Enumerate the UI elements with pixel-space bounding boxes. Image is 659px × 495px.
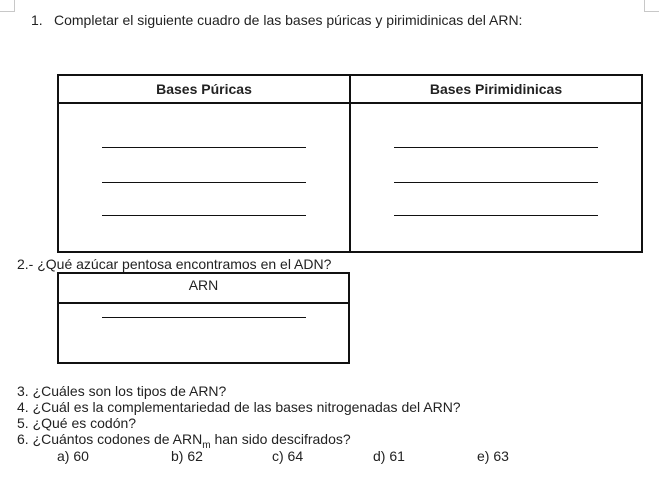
question-5-text: 5. ¿Qué es codón? (17, 415, 137, 431)
option-b[interactable]: b) 62 (171, 448, 203, 464)
question-6-text-before: 6. ¿Cuántos codones de ARN (17, 431, 203, 447)
bases-pirimidinicas-cell (350, 103, 642, 252)
answer-line[interactable] (102, 215, 306, 216)
arn-table (57, 272, 350, 364)
bases-puricas-cell (58, 103, 350, 252)
page-corner-left (0, 0, 15, 12)
bases-table (57, 74, 643, 253)
option-a[interactable]: a) 60 (57, 448, 89, 464)
arn-answer-cell (58, 303, 349, 363)
question-1-number: 1. (31, 12, 43, 28)
header-bases-puricas: Bases Púricas (58, 75, 350, 103)
question-3-text: 3. ¿Cuáles son los tipos de ARN? (17, 383, 227, 399)
header-arn: ARN (58, 273, 349, 303)
question-4-text: 4. ¿Cuál es la complementariedad de las bases nitrogenadas del ARN? (17, 399, 461, 415)
question-6-subscript: m (202, 439, 211, 451)
page-corner-right (644, 0, 659, 12)
option-d[interactable]: d) 61 (373, 448, 405, 464)
header-bases-pirimidinicas: Bases Pirimidinicas (350, 75, 642, 103)
question-1-text: Completar el siguiente cuadro de las bases púricas y pirimidinicas del ARN: (54, 12, 523, 28)
option-e[interactable]: e) 63 (477, 448, 509, 464)
question-2-text: 2.- ¿Qué azúcar pentosa encontramos en el ADN? (17, 256, 332, 272)
answer-line[interactable] (102, 317, 306, 318)
question-6-text-after: han sido descifrados? (210, 431, 351, 447)
answer-line[interactable] (394, 215, 598, 216)
option-c[interactable]: c) 64 (272, 448, 304, 464)
